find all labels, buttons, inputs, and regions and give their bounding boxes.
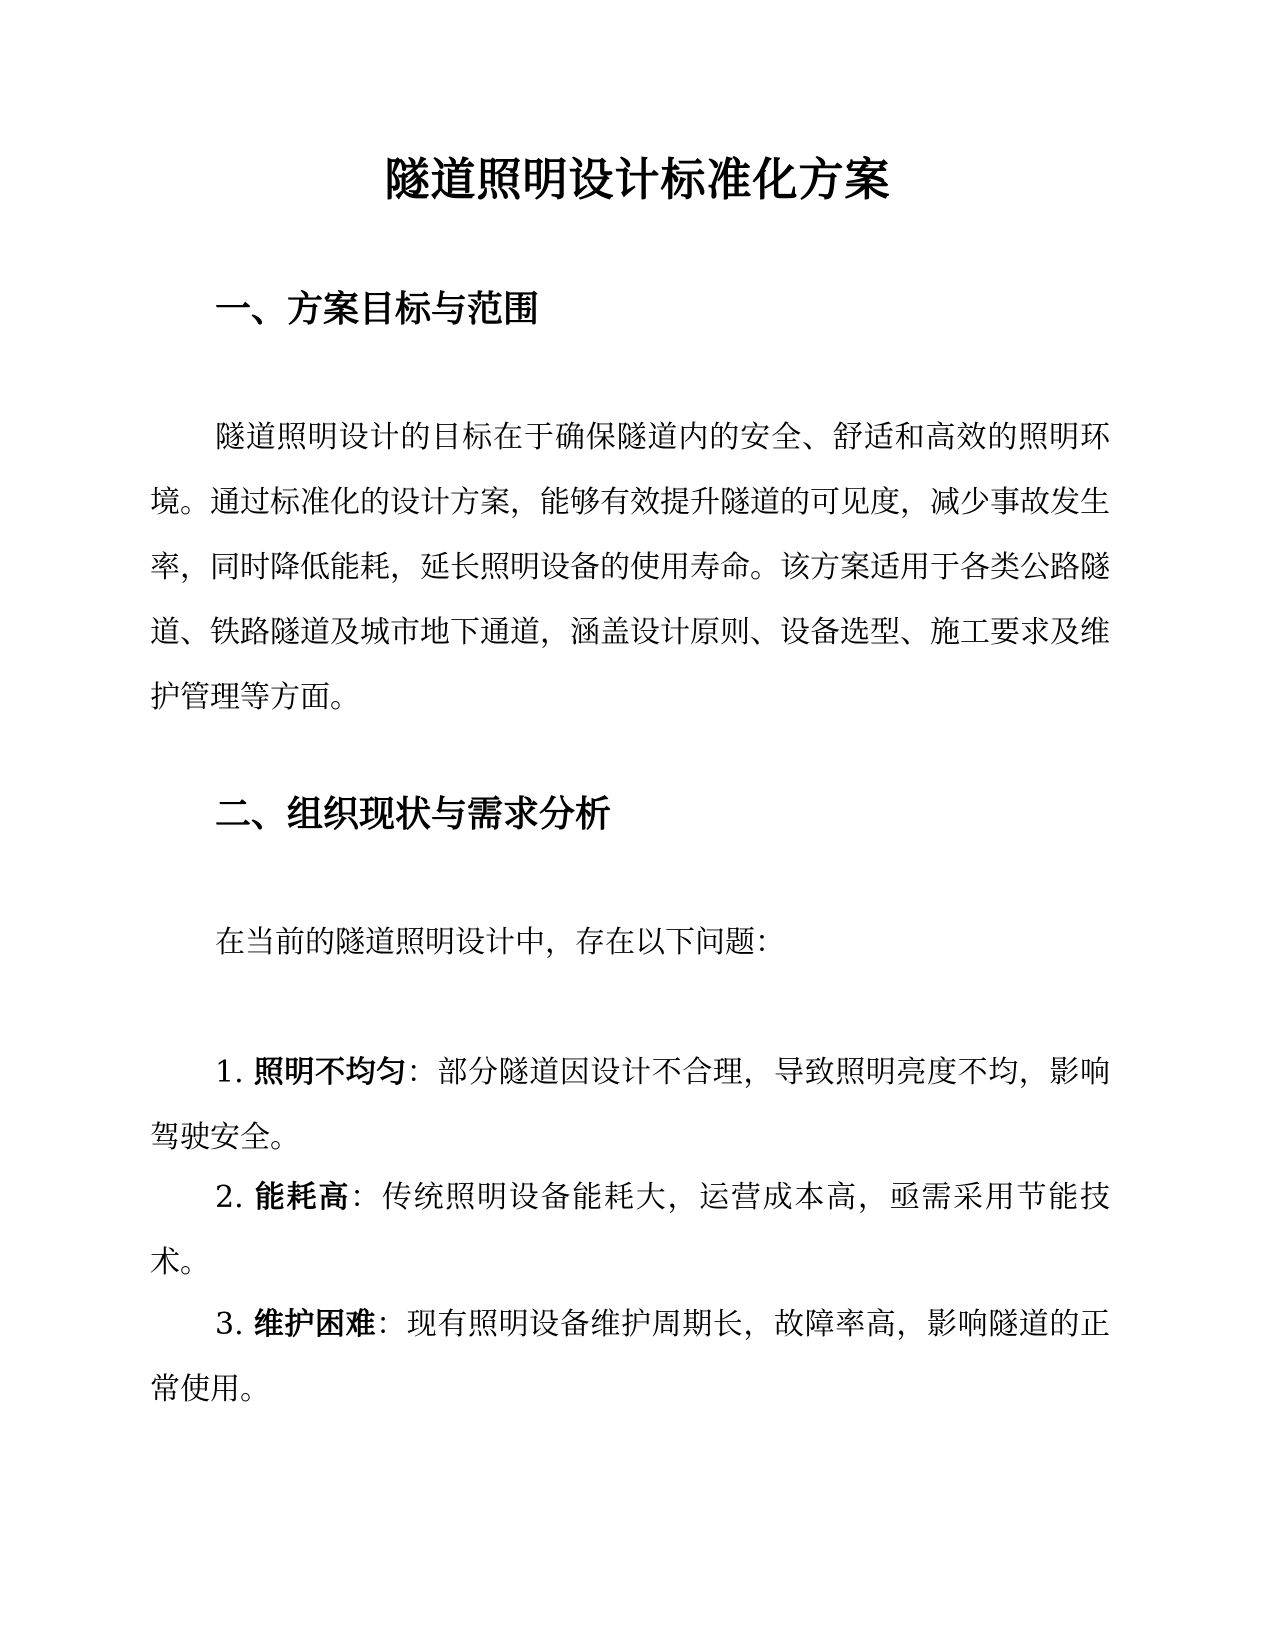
list-item <box>150 1040 1110 1170</box>
section-1-heading: 一、方案目标与范围 <box>215 289 540 330</box>
list-item-number: 3. <box>215 1307 244 1342</box>
list-item-number: 2. <box>215 1180 244 1215</box>
section-1-paragraph: 隧道照明设计的目标在于确保隧道内的安全、舒适和高效的照明环境。通过标准化的设计方案，能够有效提升隧道的可见度，减少事故发生率，同时降低能耗，延长照明设备的使用寿命。该方案适用于各类公路隧道、铁路隧道及城市地下通道，涵盖设计原则、设备选型、施工要求及维护管理等方面。 <box>150 420 1110 715</box>
list-item-number: 1. <box>215 1055 244 1090</box>
list-item-title: 能耗高 <box>254 1180 351 1215</box>
section-2-heading: 二、组织现状与需求分析 <box>215 794 612 835</box>
list-item-text: 部分隧道因设计不合理，导致照明亮度不均，影响驾驶安全。 <box>150 1055 1111 1155</box>
list-item <box>150 1292 1110 1422</box>
list-item-separator: ： <box>406 1055 438 1090</box>
list-item-text: 传统照明设备能耗大，运营成本高，亟需采用节能技术。 <box>150 1180 1110 1280</box>
list-item-text: 现有照明设备维护周期长，故障率高，影响隧道的正常使用。 <box>150 1307 1111 1407</box>
list-item-title: 维护困难 <box>253 1307 377 1342</box>
section-2-intro: 在当前的隧道照明设计中，存在以下问题： <box>215 925 785 960</box>
list-item <box>150 1165 1110 1295</box>
document-title: 隧道照明设计标准化方案 <box>384 153 891 206</box>
list-item-title: 照明不均匀 <box>253 1055 407 1090</box>
list-item-separator: ： <box>376 1307 407 1342</box>
list-item-separator: ： <box>350 1180 382 1215</box>
